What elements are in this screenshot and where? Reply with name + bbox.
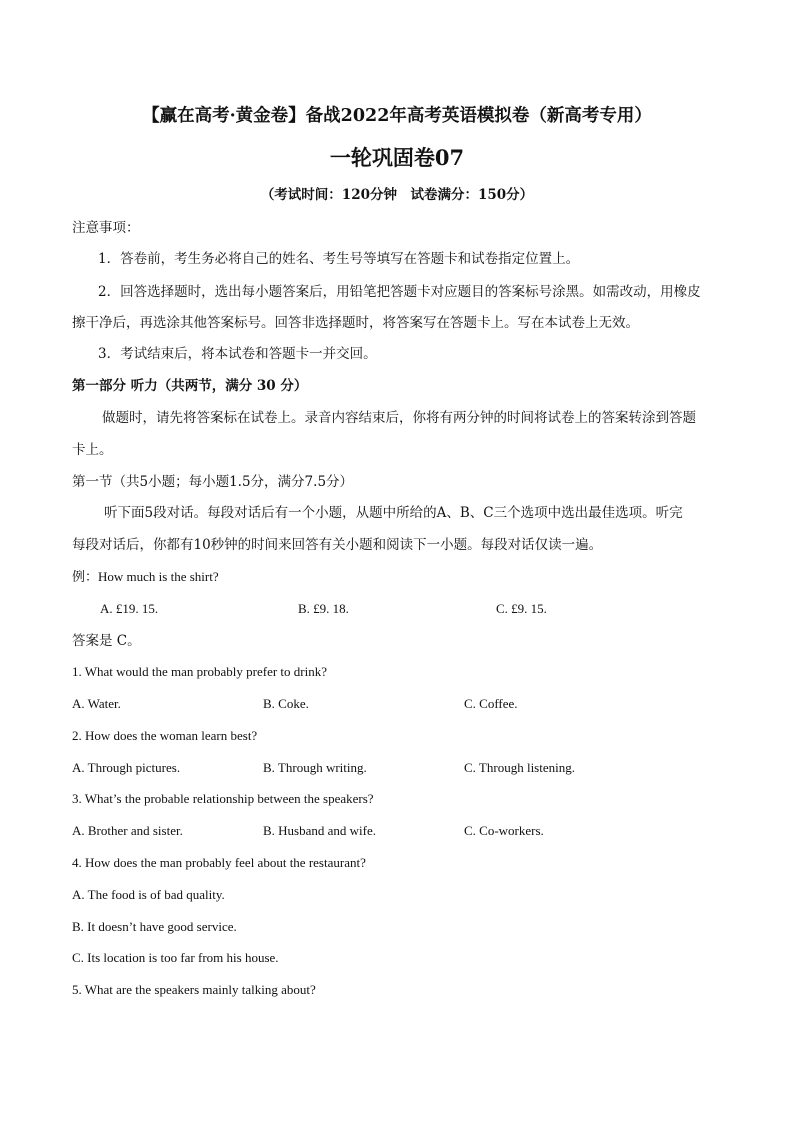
q4-option-c: C. Its location is too far from his house.	[72, 950, 279, 965]
part1-intro-line-1: 做题时，请先将答案标在试卷上。录音内容结束后，你将有两分钟的时间将试卷上的答案转涂到答题	[102, 410, 696, 426]
exam-time-info: （考试时间：120分钟 试卷满分：150分）	[260, 187, 534, 203]
q4-option-a: A. The food is of bad quality.	[72, 887, 225, 902]
exam-subtitle: 一轮巩固卷07	[329, 145, 465, 170]
notes-heading: 注意事项：	[72, 220, 140, 236]
q2-option-b: B. Through writing.	[263, 760, 367, 775]
question-1: 1. What would the man probably prefer to drink?	[72, 664, 327, 679]
example-option-b: B. £9. 18.	[298, 601, 349, 616]
question-2: 2. How does the woman learn best?	[72, 728, 258, 743]
note-item-2-line-1: 2．回答选择题时，选出每小题答案后，用铅笔把答题卡对应题目的答案标号涂黑。如需改动，用橡皮	[98, 284, 701, 300]
note-item-3: 3．考试结束后，将本试卷和答题卡一并交回。	[98, 346, 377, 362]
section1-instructions-line-1: 听下面5段对话。每段对话后有一个小题，从题中所给的A、B、C三个选项中选出最佳选项。听完	[104, 505, 683, 521]
example-answer: 答案是 C。	[72, 633, 141, 649]
question-2-options	[0, 759, 794, 777]
q4-option-b: B. It doesn’t have good service.	[72, 919, 237, 934]
q1-option-c: C. Coffee.	[464, 696, 518, 711]
note-item-2-line-2: 擦干净后，再选涂其他答案标号。回答非选择题时，将答案写在答题卡上。写在本试卷上无效。	[72, 315, 639, 331]
example-options	[0, 600, 794, 618]
part1-heading: 第一部分 听力（共两节，满分 30 分）	[72, 378, 308, 394]
q1-option-a: A. Water.	[72, 696, 121, 711]
note-item-1: 1．答卷前，考生务必将自己的姓名、考生号等填写在答题卡和试卷指定位置上。	[98, 251, 580, 267]
question-4: 4. How does the man probably feel about the restaurant?	[72, 855, 366, 870]
example-option-a: A. £19. 15.	[100, 601, 159, 616]
question-5: 5. What are the speakers mainly talking about?	[72, 982, 316, 997]
section1-heading: 第一节（共5小题；每小题1.5分，满分7.5分）	[72, 474, 354, 490]
q2-option-a: A. Through pictures.	[72, 760, 181, 775]
q3-option-a: A. Brother and sister.	[72, 823, 183, 838]
section1-instructions-line-2: 每段对话后，你都有10秒钟的时间来回答有关小题和阅读下一小题。每段对话仅读一遍。	[72, 537, 603, 553]
q1-option-b: B. Coke.	[263, 696, 309, 711]
example-option-c: C. £9. 15.	[496, 601, 547, 616]
q3-option-b: B. Husband and wife.	[263, 823, 377, 838]
exam-title: 【赢在高考·黄金卷】备战2022年高考英语模拟卷（新高考专用）	[142, 106, 652, 126]
q2-option-c: C. Through listening.	[464, 760, 575, 775]
example-question: 例：How much is the shirt?	[72, 569, 219, 584]
part1-intro-line-2: 卡上。	[72, 442, 113, 458]
question-3: 3. What’s the probable relationship between the speakers?	[72, 791, 374, 806]
question-1-options	[0, 695, 794, 713]
q3-option-c: C. Co-workers.	[464, 823, 544, 838]
question-3-options	[0, 822, 794, 840]
